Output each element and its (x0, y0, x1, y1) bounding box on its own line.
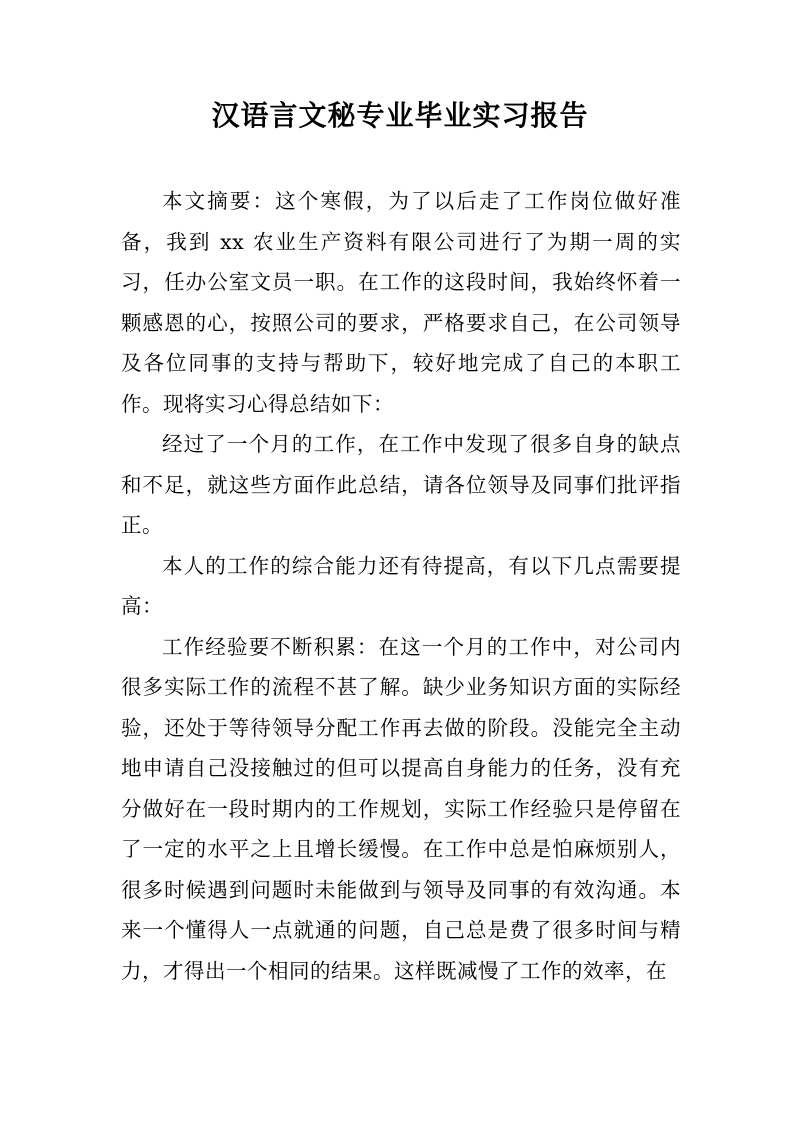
paragraph-improvement-intro: 本人的工作的综合能力还有待提高，有以下几点需要提高： (121, 553, 681, 618)
document-body (121, 181, 681, 991)
paragraph-work-experience: 工作经验要不断积累：在这一个月的工作中，对公司内很多实际工作的流程不甚了解。缺少业务知识方面的实际经验，还处于等待领导分配工作再去做的阶段。没能完全主动地申请自己没接触过的但可以提高自身能力的任务，没有充分做好在一段时期内的工作规划，实际工作经验只是停留在了一定的水平之上且增长缓慢。在工作中总是怕麻烦别人，很多时候遇到问题时未能做到与领导及同事的有效沟通。本来一个懂得人一点就通的问题，自己总是费了很多时间与精力，才得出一个相同的结果。这样既减慢了工作的效率，在 (121, 634, 681, 983)
paragraph-summary-intro: 经过了一个月的工作，在工作中发现了很多自身的缺点和不足，就这些方面作此总结，请各位领导及同事们批评指正。 (121, 432, 681, 537)
paragraph-abstract: 本文摘要：这个寒假，为了以后走了工作岗位做好准备，我到 xx 农业生产资料有限公司进行了为期一周的实习，任办公室文员一职。在工作的这段时间，我始终怀着一颗感恩的心，按照公司的要求，严格要求自己，在公司领导及各位同事的支持与帮助下，较好地完成了自己的本职工作。现将实习心得总结如下： (121, 189, 681, 416)
document-title: 汉语言文秘专业毕业实习报告 (211, 99, 589, 132)
